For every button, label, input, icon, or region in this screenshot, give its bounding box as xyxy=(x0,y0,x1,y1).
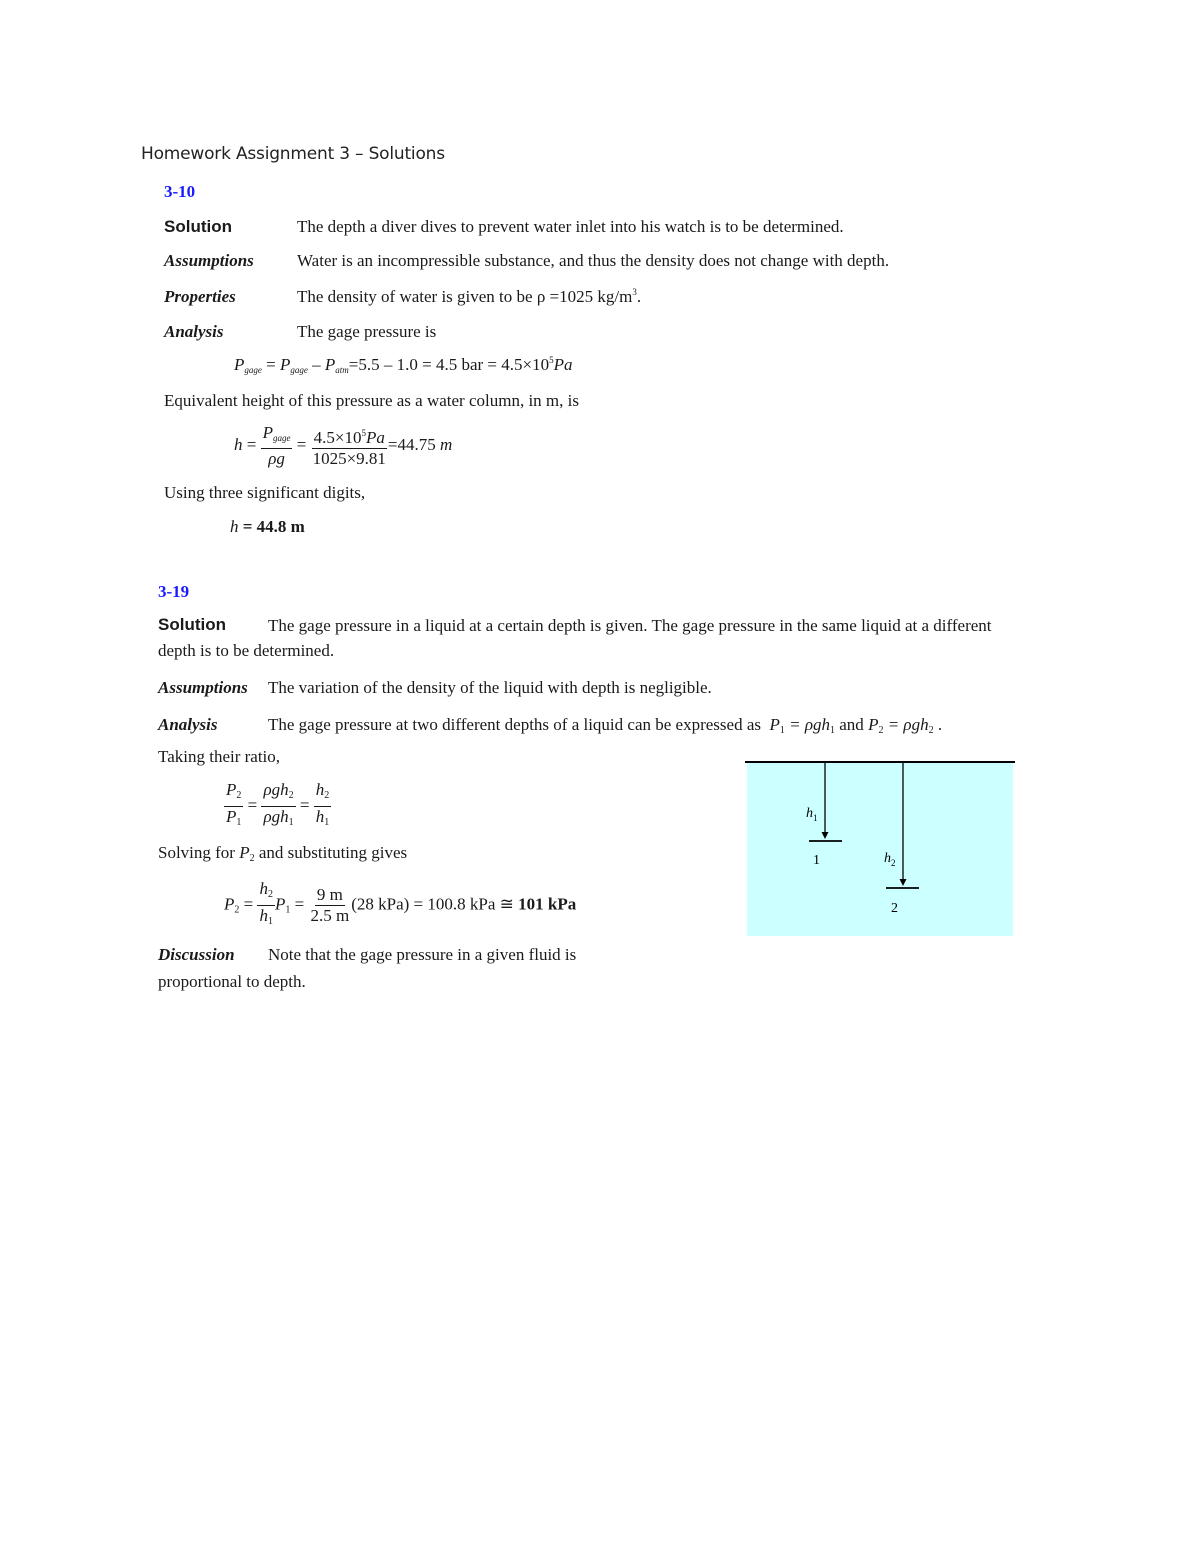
assumptions-text: Water is an incompressible substance, and thus the density does not change with depth. xyxy=(297,251,890,270)
solution-label-2: Solution xyxy=(158,615,226,634)
significant-digits-text: Using three significant digits, xyxy=(164,483,366,502)
discussion-label: Discussion xyxy=(158,945,235,964)
discussion-text-line1: Note that the gage pressure in a given fluid is xyxy=(268,945,577,964)
water-region xyxy=(747,762,1013,936)
document-title: Homework Assignment 3 – Solutions xyxy=(141,144,445,164)
ratio-equation: $\frac{P2}{P1}$ = $\frac{\text{ρgh2}}{\text{ρgh1}}$ = $\frac{h2}{h1}$ xyxy=(226,780,330,828)
properties-text: The density of water is given to be ρ =1025 $kg/m^3$. xyxy=(297,287,642,306)
depth-diagram xyxy=(745,758,1015,936)
ratio-text: Taking their ratio, xyxy=(158,747,281,766)
analysis-text: The gage pressure is xyxy=(297,322,437,341)
discussion-text-line2: proportional to depth. xyxy=(158,972,306,991)
solution-text-2-line1: The gage pressure in a liquid at a certain depth is given. The gage pressure in the same liquid at a different xyxy=(268,616,992,635)
properties-label: Properties xyxy=(164,287,236,306)
analysis-label: Analysis xyxy=(164,322,224,341)
analysis-text-2: The gage pressure at two different depths of a liquid can be expressed as P1 = ρgh1 and P2 = ρgh2 . xyxy=(268,715,943,736)
h1-label: $h_1$ xyxy=(806,806,818,823)
final-answer: h = 44.8 m xyxy=(230,517,305,536)
solving-text: Solving for P2 and substituting gives xyxy=(158,843,408,864)
height-equation: h = $\frac{P_{gage}}{\rho g}$ = $\frac{4.5\times 10^5Pa}{1025\times 9.81}$ =44.75 m xyxy=(234,423,453,468)
assumptions-label-2: Assumptions xyxy=(158,678,248,697)
solution-label: Solution xyxy=(164,217,232,236)
assumptions-text-2: The variation of the density of the liquid with depth is negligible. xyxy=(268,678,712,697)
substitution-equation: P2 = $\frac{h2}{h1}$ P1 = $\frac{9 m}{2.5 m}$ (28 kPa) = 100.8 kPa ≅ 101 kPa xyxy=(224,879,577,927)
solution-text-2-line2: depth is to be determined. xyxy=(158,641,335,660)
analysis-label-2: Analysis xyxy=(158,715,218,734)
problem-number-3-19: 3-19 xyxy=(158,582,190,601)
point-2-label: 2 xyxy=(891,901,898,916)
point-1-label: 1 xyxy=(813,853,820,868)
problem-number-3-10: 3-10 xyxy=(164,182,196,201)
gage-pressure-equation: $P_{gage} = P_{gage} - P_{atm}=5.5 - 1.0 = 4.5$ bar = $4.5\times 10^5Pa$ xyxy=(234,355,573,375)
equivalent-height-text: Equivalent height of this pressure as a water column, in m, is xyxy=(164,391,579,410)
h2-label: $h_2$ xyxy=(884,851,896,868)
solution-text: The depth a diver dives to prevent water inlet into his watch is to be determined. xyxy=(297,217,844,236)
assumptions-label: Assumptions xyxy=(164,251,254,270)
